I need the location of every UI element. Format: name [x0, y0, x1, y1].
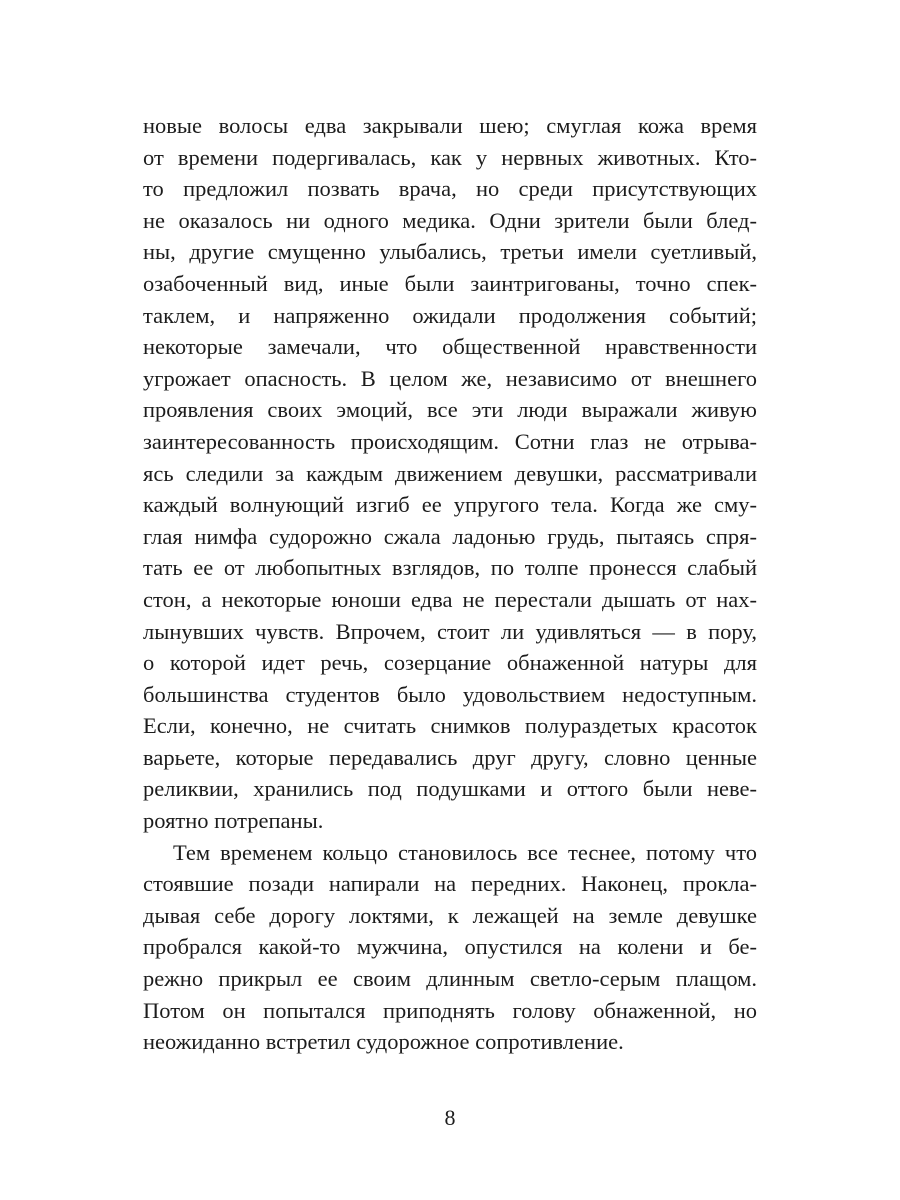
text-line: стоявшие позади напирали на передних. Наконец, прокла-	[143, 871, 757, 897]
text-line: проявления своих эмоций, все эти люди выражали живую	[143, 397, 757, 423]
text-line: о которой идет речь, созерцание обнаженной натуры для	[143, 650, 757, 676]
text-line: таклем, и напряженно ожидали продолжения событий;	[143, 302, 757, 328]
text-line: дывая себе дорогу локтями, к лежащей на земле девушке	[143, 902, 757, 928]
text-line: заинтересованность происходящим. Сотни глаз не отрыва-	[143, 428, 757, 454]
text-line: новые волосы едва закрывали шею; смуглая кожа время	[143, 113, 757, 138]
text-line: лынувших чувств. Впрочем, стоит ли удивляться — в пору,	[143, 618, 757, 644]
text-line: от времени подергивалась, как у нервных животных. Кто-	[143, 144, 757, 170]
text-line: озабоченный вид, иные были заинтригованы, точно спек-	[143, 270, 757, 296]
text-line: глая нимфа судорожно сжала ладонью грудь, пытаясь спря-	[143, 523, 757, 549]
text-line: роятно потрепаны.	[143, 808, 324, 834]
text-line: угрожает опасность. В целом же, независимо от внешнего	[143, 365, 757, 391]
text-line: неожиданно встретил судорожное сопротивление.	[143, 1029, 624, 1055]
text-line: Тем временем кольцо становилось все теснее, потому что	[173, 839, 757, 865]
paragraph	[143, 837, 757, 1058]
text-line: ясь следили за каждым движением девушки, рассматривали	[143, 460, 757, 486]
text-line: пробрался какой-то мужчина, опустился на колени и бе-	[143, 934, 757, 960]
text-line: Потом он попытался приподнять голову обнаженной, но	[143, 997, 757, 1023]
text-line: режно прикрыл ее своим длинным светло-серым плащом.	[143, 966, 757, 992]
text-line: стон, а некоторые юноши едва не перестали дышать от нах-	[143, 586, 757, 612]
text-line: большинства студентов было удовольствием недоступным.	[143, 681, 757, 707]
text-line: Если, конечно, не считать снимков полураздетых красоток	[143, 713, 757, 739]
text-line: ны, другие смущенно улыбались, третьи имели суетливый,	[143, 239, 757, 265]
page-number: 8	[444, 1105, 456, 1130]
text-line: не оказалось ни одного медика. Одни зрители были блед-	[143, 207, 757, 233]
text-line: варьете, которые передавались друг другу, словно ценные	[143, 744, 757, 770]
paragraph	[143, 110, 757, 837]
text-line: тать ее от любопытных взглядов, по толпе пронесся слабый	[143, 555, 757, 581]
text-line: некоторые замечали, что общественной нравственности	[143, 334, 757, 360]
text-line: реликвии, хранились под подушками и оттого были неве-	[143, 776, 757, 802]
text-line: то предложил позвать врача, но среди присутствующих	[143, 176, 757, 202]
text-line: каждый волнующий изгиб ее упругого тела. Когда же сму-	[143, 492, 757, 518]
body-text	[143, 110, 757, 1058]
